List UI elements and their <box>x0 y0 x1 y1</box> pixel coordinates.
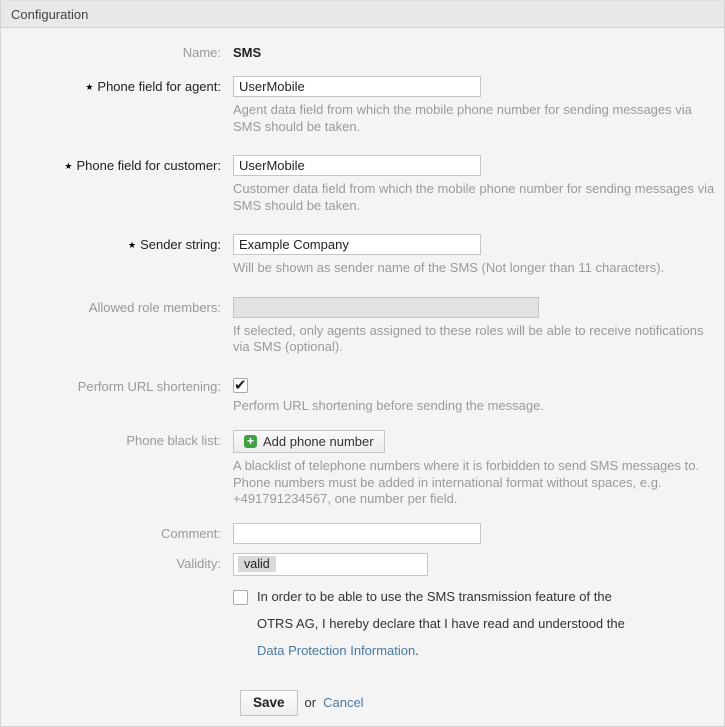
customer-phone-help: Customer data field from which the mobile phone number for sending messages via SMS should be taken. <box>233 181 715 213</box>
row-sender-string <box>1 234 714 277</box>
url-shortening-checkbox[interactable] <box>233 378 248 393</box>
configuration-form <box>1 28 724 726</box>
row-validity <box>1 553 714 576</box>
required-star-icon: ★ <box>64 161 73 171</box>
save-button[interactable]: Save <box>240 690 298 716</box>
allowed-roles-label: Allowed role members: <box>88 299 221 315</box>
phone-blacklist-label: Phone black list: <box>126 433 221 449</box>
agreement-checkbox[interactable] <box>233 590 248 605</box>
phone-blacklist-help: A blacklist of telephone numbers where it is forbidden to send SMS messages to. Phone numbers must be added in international format without spaces, e.g. +491791234567, one number per field. <box>233 458 700 507</box>
widget-header <box>1 1 724 28</box>
row-agreement <box>1 588 714 677</box>
url-shortening-label: Perform URL shortening: <box>77 378 221 394</box>
url-shortening-help: Perform URL shortening before sending the message. <box>233 397 544 413</box>
required-star-icon: ★ <box>85 82 94 92</box>
comment-label: Comment: <box>161 525 221 541</box>
validity-label: Validity: <box>176 555 221 571</box>
allowed-roles-input[interactable] <box>233 297 539 318</box>
data-protection-link[interactable]: Data Protection Information <box>257 642 416 658</box>
customer-phone-label: Phone field for customer: <box>76 158 221 173</box>
sender-string-help: Will be shown as sender name of the SMS (Not longer than 11 characters). <box>233 260 665 275</box>
row-url-shortening <box>1 376 714 415</box>
widget-title: Configuration <box>11 6 89 22</box>
sender-string-input[interactable] <box>233 234 481 255</box>
customer-phone-input[interactable] <box>233 155 481 176</box>
row-comment <box>1 523 714 544</box>
add-phone-number-button[interactable] <box>233 430 385 453</box>
validity-select[interactable] <box>233 553 428 576</box>
agreement-text-after: . <box>415 642 419 658</box>
add-phone-number-label: Add phone number <box>263 434 374 450</box>
sender-string-label: Sender string: <box>140 237 221 252</box>
or-text: or <box>304 695 317 711</box>
agreement-text <box>257 583 649 664</box>
checkmark-icon: ✔ <box>234 376 247 394</box>
agreement-text-before: In order to be able to use the SMS transmission feature of the OTRS AG, I hereby declare that I have read and understood the <box>257 588 625 631</box>
row-phone-black-list <box>1 430 714 508</box>
agent-phone-label: Phone field for agent: <box>97 79 221 94</box>
row-actions <box>1 690 714 716</box>
allowed-roles-help: If selected, only agents assigned to these roles will be able to receive notifications via SMS (optional). <box>233 322 704 354</box>
comment-input[interactable] <box>233 523 481 544</box>
cancel-link[interactable]: Cancel <box>323 695 364 711</box>
row-phone-field-agent <box>1 76 714 135</box>
name-value: SMS <box>233 45 262 60</box>
name-label: Name: <box>182 45 221 60</box>
row-allowed-role-members <box>1 297 714 356</box>
add-icon: + <box>244 435 257 448</box>
agent-phone-help: Agent data field from which the mobile phone number for sending messages via SMS should be taken. <box>233 102 692 134</box>
row-phone-field-customer <box>1 155 714 214</box>
required-star-icon: ★ <box>127 240 137 250</box>
validity-selected-value: valid <box>238 556 276 572</box>
row-name <box>1 42 714 63</box>
agent-phone-input[interactable] <box>233 76 481 97</box>
